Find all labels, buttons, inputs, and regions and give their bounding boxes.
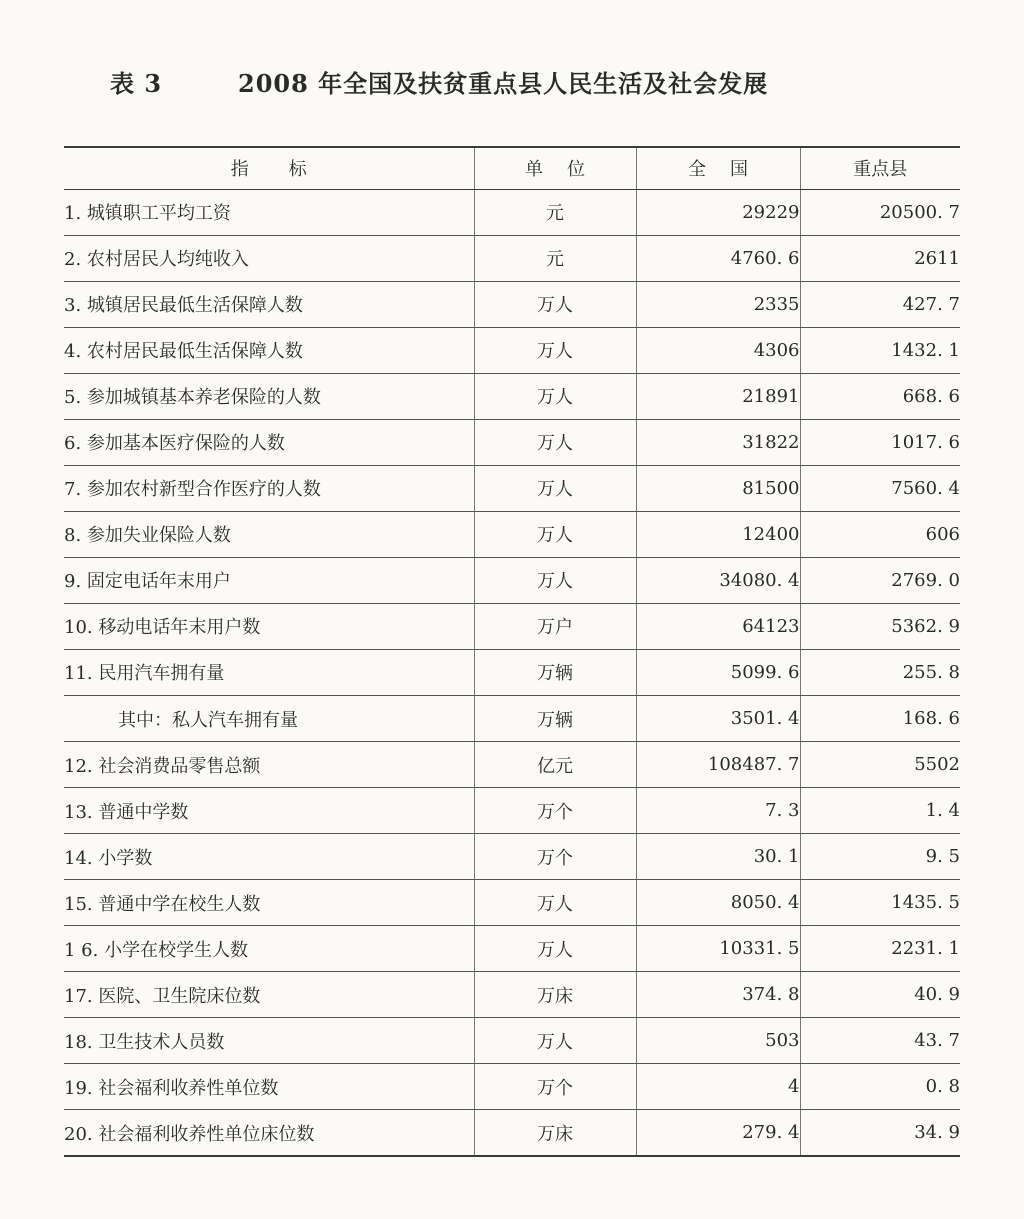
cell-national: 503 [636, 1018, 800, 1064]
cell-key-counties: 20500. 7 [800, 189, 960, 235]
cell-unit: 万人 [474, 511, 636, 557]
cell-key-counties: 1. 4 [800, 788, 960, 834]
cell-key-counties: 168. 6 [800, 696, 960, 742]
cell-national: 31822 [636, 419, 800, 465]
cell-national: 2335 [636, 281, 800, 327]
table-row [64, 880, 960, 926]
header-key-counties: 重点县 [800, 147, 960, 189]
table-row [64, 834, 960, 880]
table-row [64, 327, 960, 373]
cell-unit: 元 [474, 189, 636, 235]
cell-unit: 万床 [474, 1110, 636, 1156]
cell-indicator: 19. 社会福利收养性单位数 [64, 1064, 474, 1110]
cell-unit: 万人 [474, 465, 636, 511]
cell-national: 4760. 6 [636, 235, 800, 281]
table-row [64, 1110, 960, 1156]
cell-key-counties: 255. 8 [800, 649, 960, 695]
cell-indicator: 20. 社会福利收养性单位床位数 [64, 1110, 474, 1156]
cell-national: 8050. 4 [636, 880, 800, 926]
cell-national: 3501. 4 [636, 696, 800, 742]
cell-national: 7. 3 [636, 788, 800, 834]
table-title: 2008 年全国及扶贫重点县人民生活及社会发展 [238, 69, 769, 98]
table-row [64, 235, 960, 281]
table-row [64, 788, 960, 834]
cell-indicator: 11. 民用汽车拥有量 [64, 649, 474, 695]
table-row [64, 1018, 960, 1064]
cell-indicator: 6. 参加基本医疗保险的人数 [64, 419, 474, 465]
table-row [64, 603, 960, 649]
table-row [64, 373, 960, 419]
cell-unit: 元 [474, 235, 636, 281]
cell-national: 81500 [636, 465, 800, 511]
cell-indicator: 1. 城镇职工平均工资 [64, 189, 474, 235]
cell-key-counties: 5362. 9 [800, 603, 960, 649]
cell-key-counties: 34. 9 [800, 1110, 960, 1156]
cell-key-counties: 606 [800, 511, 960, 557]
header-row [64, 147, 960, 189]
cell-indicator: 4. 农村居民最低生活保障人数 [64, 327, 474, 373]
cell-key-counties: 668. 6 [800, 373, 960, 419]
cell-key-counties: 1432. 1 [800, 327, 960, 373]
cell-unit: 万户 [474, 603, 636, 649]
table-row [64, 742, 960, 788]
cell-indicator: 其中：私人汽车拥有量 [64, 696, 474, 742]
data-table [64, 146, 960, 1157]
cell-national: 279. 4 [636, 1110, 800, 1156]
cell-indicator: 3. 城镇居民最低生活保障人数 [64, 281, 474, 327]
cell-unit: 万辆 [474, 696, 636, 742]
cell-key-counties: 43. 7 [800, 1018, 960, 1064]
cell-indicator: 1 6. 小学在校学生人数 [64, 926, 474, 972]
table-row [64, 557, 960, 603]
cell-national: 10331. 5 [636, 926, 800, 972]
cell-national: 4306 [636, 327, 800, 373]
cell-unit: 万个 [474, 1064, 636, 1110]
cell-national: 21891 [636, 373, 800, 419]
table-row [64, 696, 960, 742]
cell-national: 34080. 4 [636, 557, 800, 603]
cell-key-counties: 2231. 1 [800, 926, 960, 972]
cell-key-counties: 2611 [800, 235, 960, 281]
table-row [64, 1064, 960, 1110]
cell-key-counties: 2769. 0 [800, 557, 960, 603]
cell-unit: 万人 [474, 926, 636, 972]
cell-indicator: 5. 参加城镇基本养老保险的人数 [64, 373, 474, 419]
cell-unit: 万人 [474, 373, 636, 419]
cell-unit: 亿元 [474, 742, 636, 788]
cell-key-counties: 40. 9 [800, 972, 960, 1018]
header-national: 全国 [636, 147, 800, 189]
cell-unit: 万个 [474, 834, 636, 880]
table-row [64, 511, 960, 557]
cell-indicator: 8. 参加失业保险人数 [64, 511, 474, 557]
cell-indicator: 14. 小学数 [64, 834, 474, 880]
cell-indicator: 15. 普通中学在校生人数 [64, 880, 474, 926]
cell-unit: 万人 [474, 1018, 636, 1064]
cell-unit: 万辆 [474, 649, 636, 695]
cell-unit: 万床 [474, 972, 636, 1018]
header-indicator: 指标 [64, 147, 474, 189]
cell-unit: 万人 [474, 281, 636, 327]
table-row [64, 419, 960, 465]
cell-unit: 万人 [474, 327, 636, 373]
table-row [64, 926, 960, 972]
cell-key-counties: 1017. 6 [800, 419, 960, 465]
table-row [64, 281, 960, 327]
cell-national: 5099. 6 [636, 649, 800, 695]
title-row [0, 64, 1024, 104]
cell-indicator: 9. 固定电话年末用户 [64, 557, 474, 603]
cell-indicator: 10. 移动电话年末用户数 [64, 603, 474, 649]
cell-key-counties: 9. 5 [800, 834, 960, 880]
cell-key-counties: 7560. 4 [800, 465, 960, 511]
cell-national: 12400 [636, 511, 800, 557]
cell-key-counties: 0. 8 [800, 1064, 960, 1110]
cell-key-counties: 427. 7 [800, 281, 960, 327]
cell-national: 4 [636, 1064, 800, 1110]
cell-key-counties: 5502 [800, 742, 960, 788]
table-row [64, 649, 960, 695]
cell-indicator: 18. 卫生技术人员数 [64, 1018, 474, 1064]
cell-indicator: 7. 参加农村新型合作医疗的人数 [64, 465, 474, 511]
cell-unit: 万人 [474, 880, 636, 926]
cell-national: 29229 [636, 189, 800, 235]
cell-national: 374. 8 [636, 972, 800, 1018]
cell-key-counties: 1435. 5 [800, 880, 960, 926]
cell-indicator: 13. 普通中学数 [64, 788, 474, 834]
cell-indicator: 2. 农村居民人均纯收入 [64, 235, 474, 281]
table-number: 表 3 [110, 69, 163, 98]
cell-unit: 万个 [474, 788, 636, 834]
table-row [64, 972, 960, 1018]
header-unit: 单位 [474, 147, 636, 189]
table-row [64, 465, 960, 511]
cell-indicator: 17. 医院、卫生院床位数 [64, 972, 474, 1018]
cell-indicator: 12. 社会消费品零售总额 [64, 742, 474, 788]
cell-unit: 万人 [474, 557, 636, 603]
cell-national: 108487. 7 [636, 742, 800, 788]
cell-unit: 万人 [474, 419, 636, 465]
cell-national: 30. 1 [636, 834, 800, 880]
table-row [64, 189, 960, 235]
cell-national: 64123 [636, 603, 800, 649]
